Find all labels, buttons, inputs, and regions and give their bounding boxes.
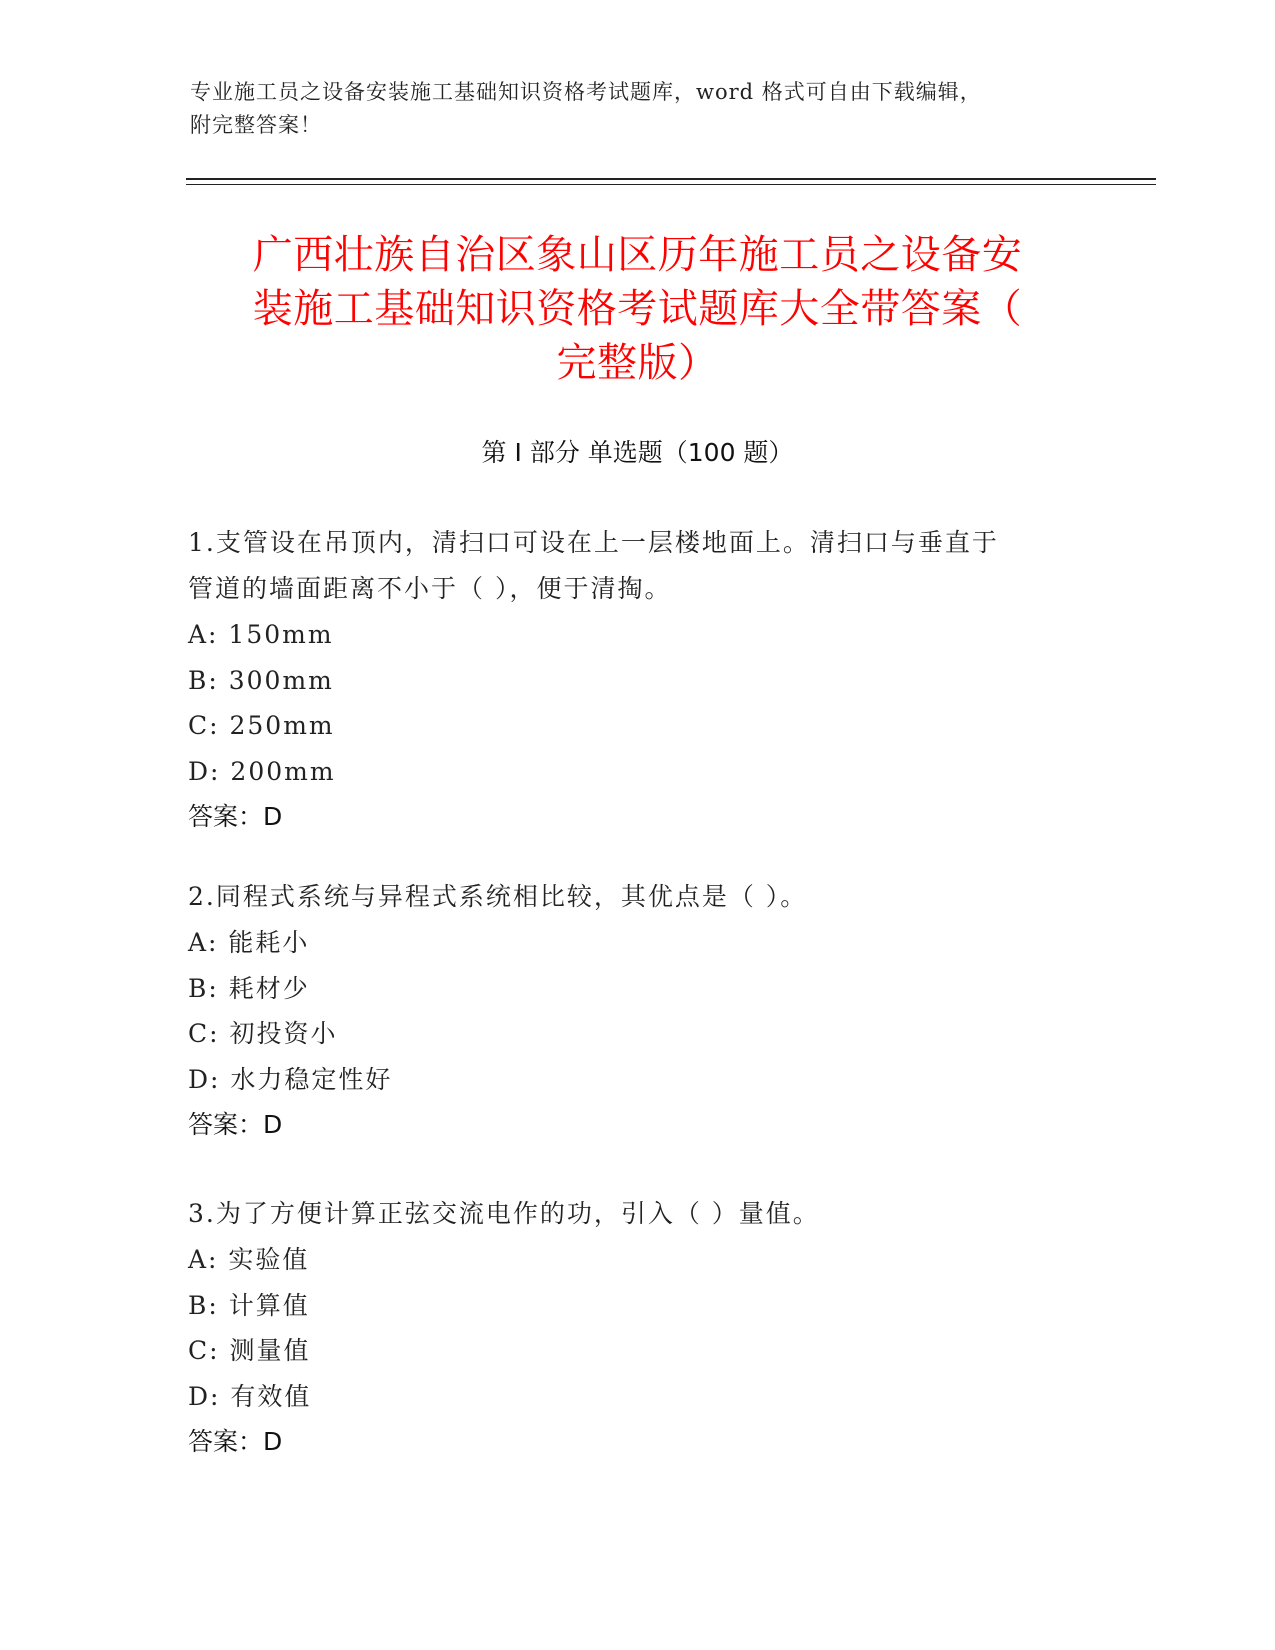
answer: 答案：D xyxy=(188,802,283,831)
section-heading: 第 I 部分 单选题（100 题） xyxy=(481,438,794,467)
question-2 xyxy=(188,874,1068,1148)
question-stem: 3.为了方便计算正弦交流电作的功，引入（ ）量值。 xyxy=(188,1199,820,1228)
option-c: C: 初投资小 xyxy=(188,1019,338,1048)
document-title xyxy=(150,228,1125,390)
question-stem: 1.支管设在吊顶内，清扫口可设在上一层楼地面上。清扫口与垂直于 xyxy=(188,528,999,557)
question-stem: 管道的墙面距离不小于（ ），便于清掏。 xyxy=(188,574,672,603)
question-stem: 2.同程式系统与异程式系统相比较，其优点是（ ）。 xyxy=(188,882,808,911)
header-divider-thick xyxy=(186,178,1156,180)
option-a: A: 实验值 xyxy=(188,1245,310,1274)
header-divider-thin xyxy=(186,184,1156,185)
answer: 答案：D xyxy=(188,1110,283,1139)
option-d: D: 水力稳定性好 xyxy=(188,1064,393,1094)
header-note-line: 附完整答案！ xyxy=(190,113,322,137)
question-3 xyxy=(188,1191,1068,1465)
document-title-line: 广西壮族自治区象山区历年施工员之设备安 xyxy=(252,232,1023,278)
option-d: D: 有效值 xyxy=(188,1381,312,1411)
document-title-line: 完整版） xyxy=(556,340,719,386)
option-b: B: 计算值 xyxy=(188,1290,310,1320)
option-b: B: 300mm xyxy=(188,665,334,695)
option-a: A: 能耗小 xyxy=(188,928,310,957)
option-d: D: 200mm xyxy=(188,756,336,786)
header-note xyxy=(190,76,1090,142)
header-note-line: 专业施工员之设备安装施工基础知识资格考试题库，word 格式可自由下载编辑， xyxy=(190,80,982,104)
option-c: C: 250mm xyxy=(188,711,335,740)
question-1 xyxy=(188,520,1068,840)
option-a: A: 150mm xyxy=(188,620,334,649)
document-title-line: 装施工基础知识资格考试题库大全带答案（ xyxy=(252,286,1023,332)
option-b: B: 耗材少 xyxy=(188,973,310,1003)
option-c: C: 测量值 xyxy=(188,1336,311,1365)
answer: 答案：D xyxy=(188,1427,283,1456)
